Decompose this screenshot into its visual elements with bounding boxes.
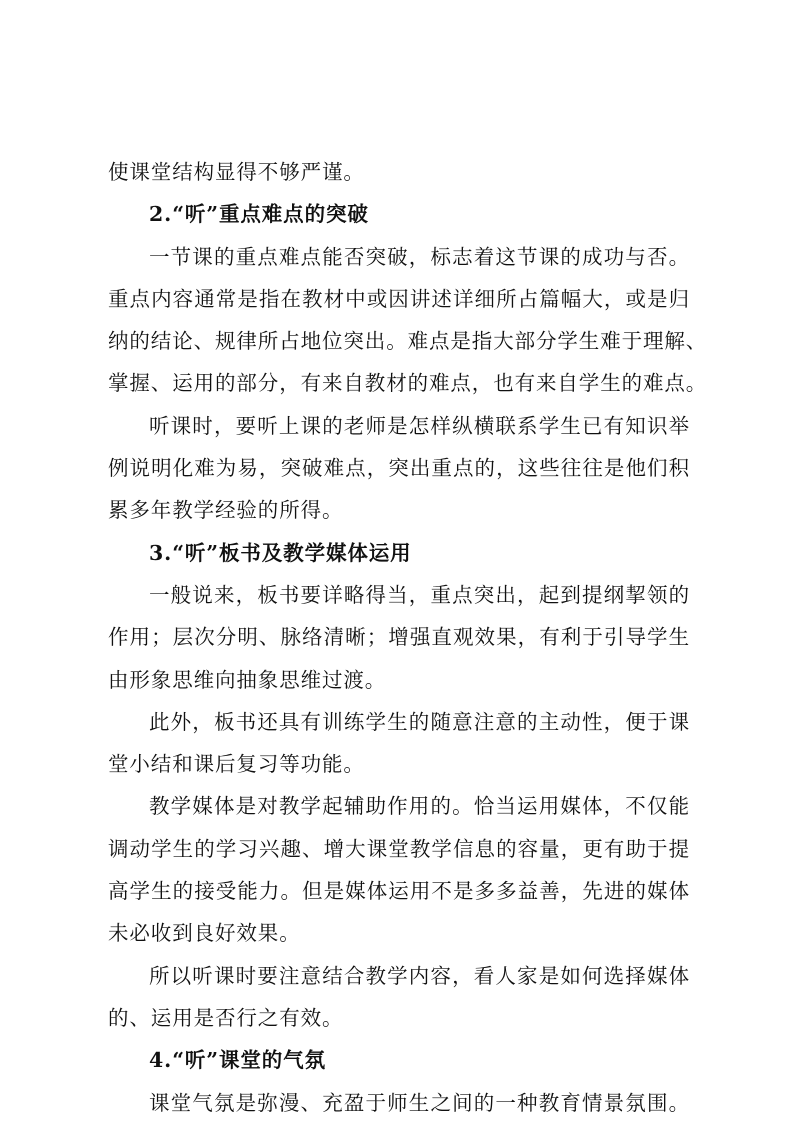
section-heading: 2.“听”重点难点的突破 xyxy=(149,202,369,227)
paragraph-line: 此外，板书还具有训练学生的随意注意的主动性，便于课 xyxy=(149,709,690,734)
paragraph-line: 由形象思维向抽象思维过渡。 xyxy=(108,667,387,692)
paragraph-line: 调动学生的学习兴趣、增大课堂教学信息的容量，更有助于提 xyxy=(108,836,690,861)
paragraph-line: 一般说来，板书要详略得当，重点突出，起到提纲挈领的 xyxy=(149,582,690,607)
paragraph-line: 掌握、运用的部分，有来自教材的难点，也有来自学生的难点。 xyxy=(108,371,708,396)
paragraph-line: 作用；层次分明、脉络清晰；增强直观效果，有利于引导学生 xyxy=(108,625,690,650)
document-page xyxy=(108,151,708,1124)
section-heading: 4.“听”课堂的气氛 xyxy=(149,1048,326,1073)
paragraph-line: 纳的结论、规律所占地位突出。难点是指大部分学生难于理解、 xyxy=(108,329,708,354)
paragraph-line: 重点内容通常是指在教材中或因讲述详细所占篇幅大，或是归 xyxy=(108,286,690,311)
section-heading: 3.“听”板书及教学媒体运用 xyxy=(149,540,412,565)
paragraph-line: 堂小结和课后复习等功能。 xyxy=(108,752,365,777)
paragraph-line: 听课时，要听上课的老师是怎样纵横联系学生已有知识举 xyxy=(149,413,690,438)
paragraph-line: 的、运用是否行之有效。 xyxy=(108,1005,344,1030)
paragraph-line: 使课堂结构显得不够严谨。 xyxy=(108,160,365,184)
paragraph-line: 一节课的重点难点能否突破，标志着这节课的成功与否。 xyxy=(149,244,690,269)
paragraph-line: 累多年教学经验的所得。 xyxy=(108,498,344,523)
paragraph-line: 未必收到良好效果。 xyxy=(108,921,301,946)
paragraph-line: 教学媒体是对教学起辅助作用的。恰当运用媒体，不仅能 xyxy=(149,794,690,819)
paragraph-line: 高学生的接受能力。但是媒体运用不是多多益善，先进的媒体 xyxy=(108,879,690,904)
paragraph-line: 例说明化难为易，突破难点，突出重点的，这些往往是他们积 xyxy=(108,456,690,481)
paragraph-line: 所以听课时要注意结合教学内容，看人家是如何选择媒体 xyxy=(149,963,690,988)
paragraph-line: 课堂气氛是弥漫、充盈于师生之间的一种教育情景氛围。 xyxy=(149,1090,690,1115)
